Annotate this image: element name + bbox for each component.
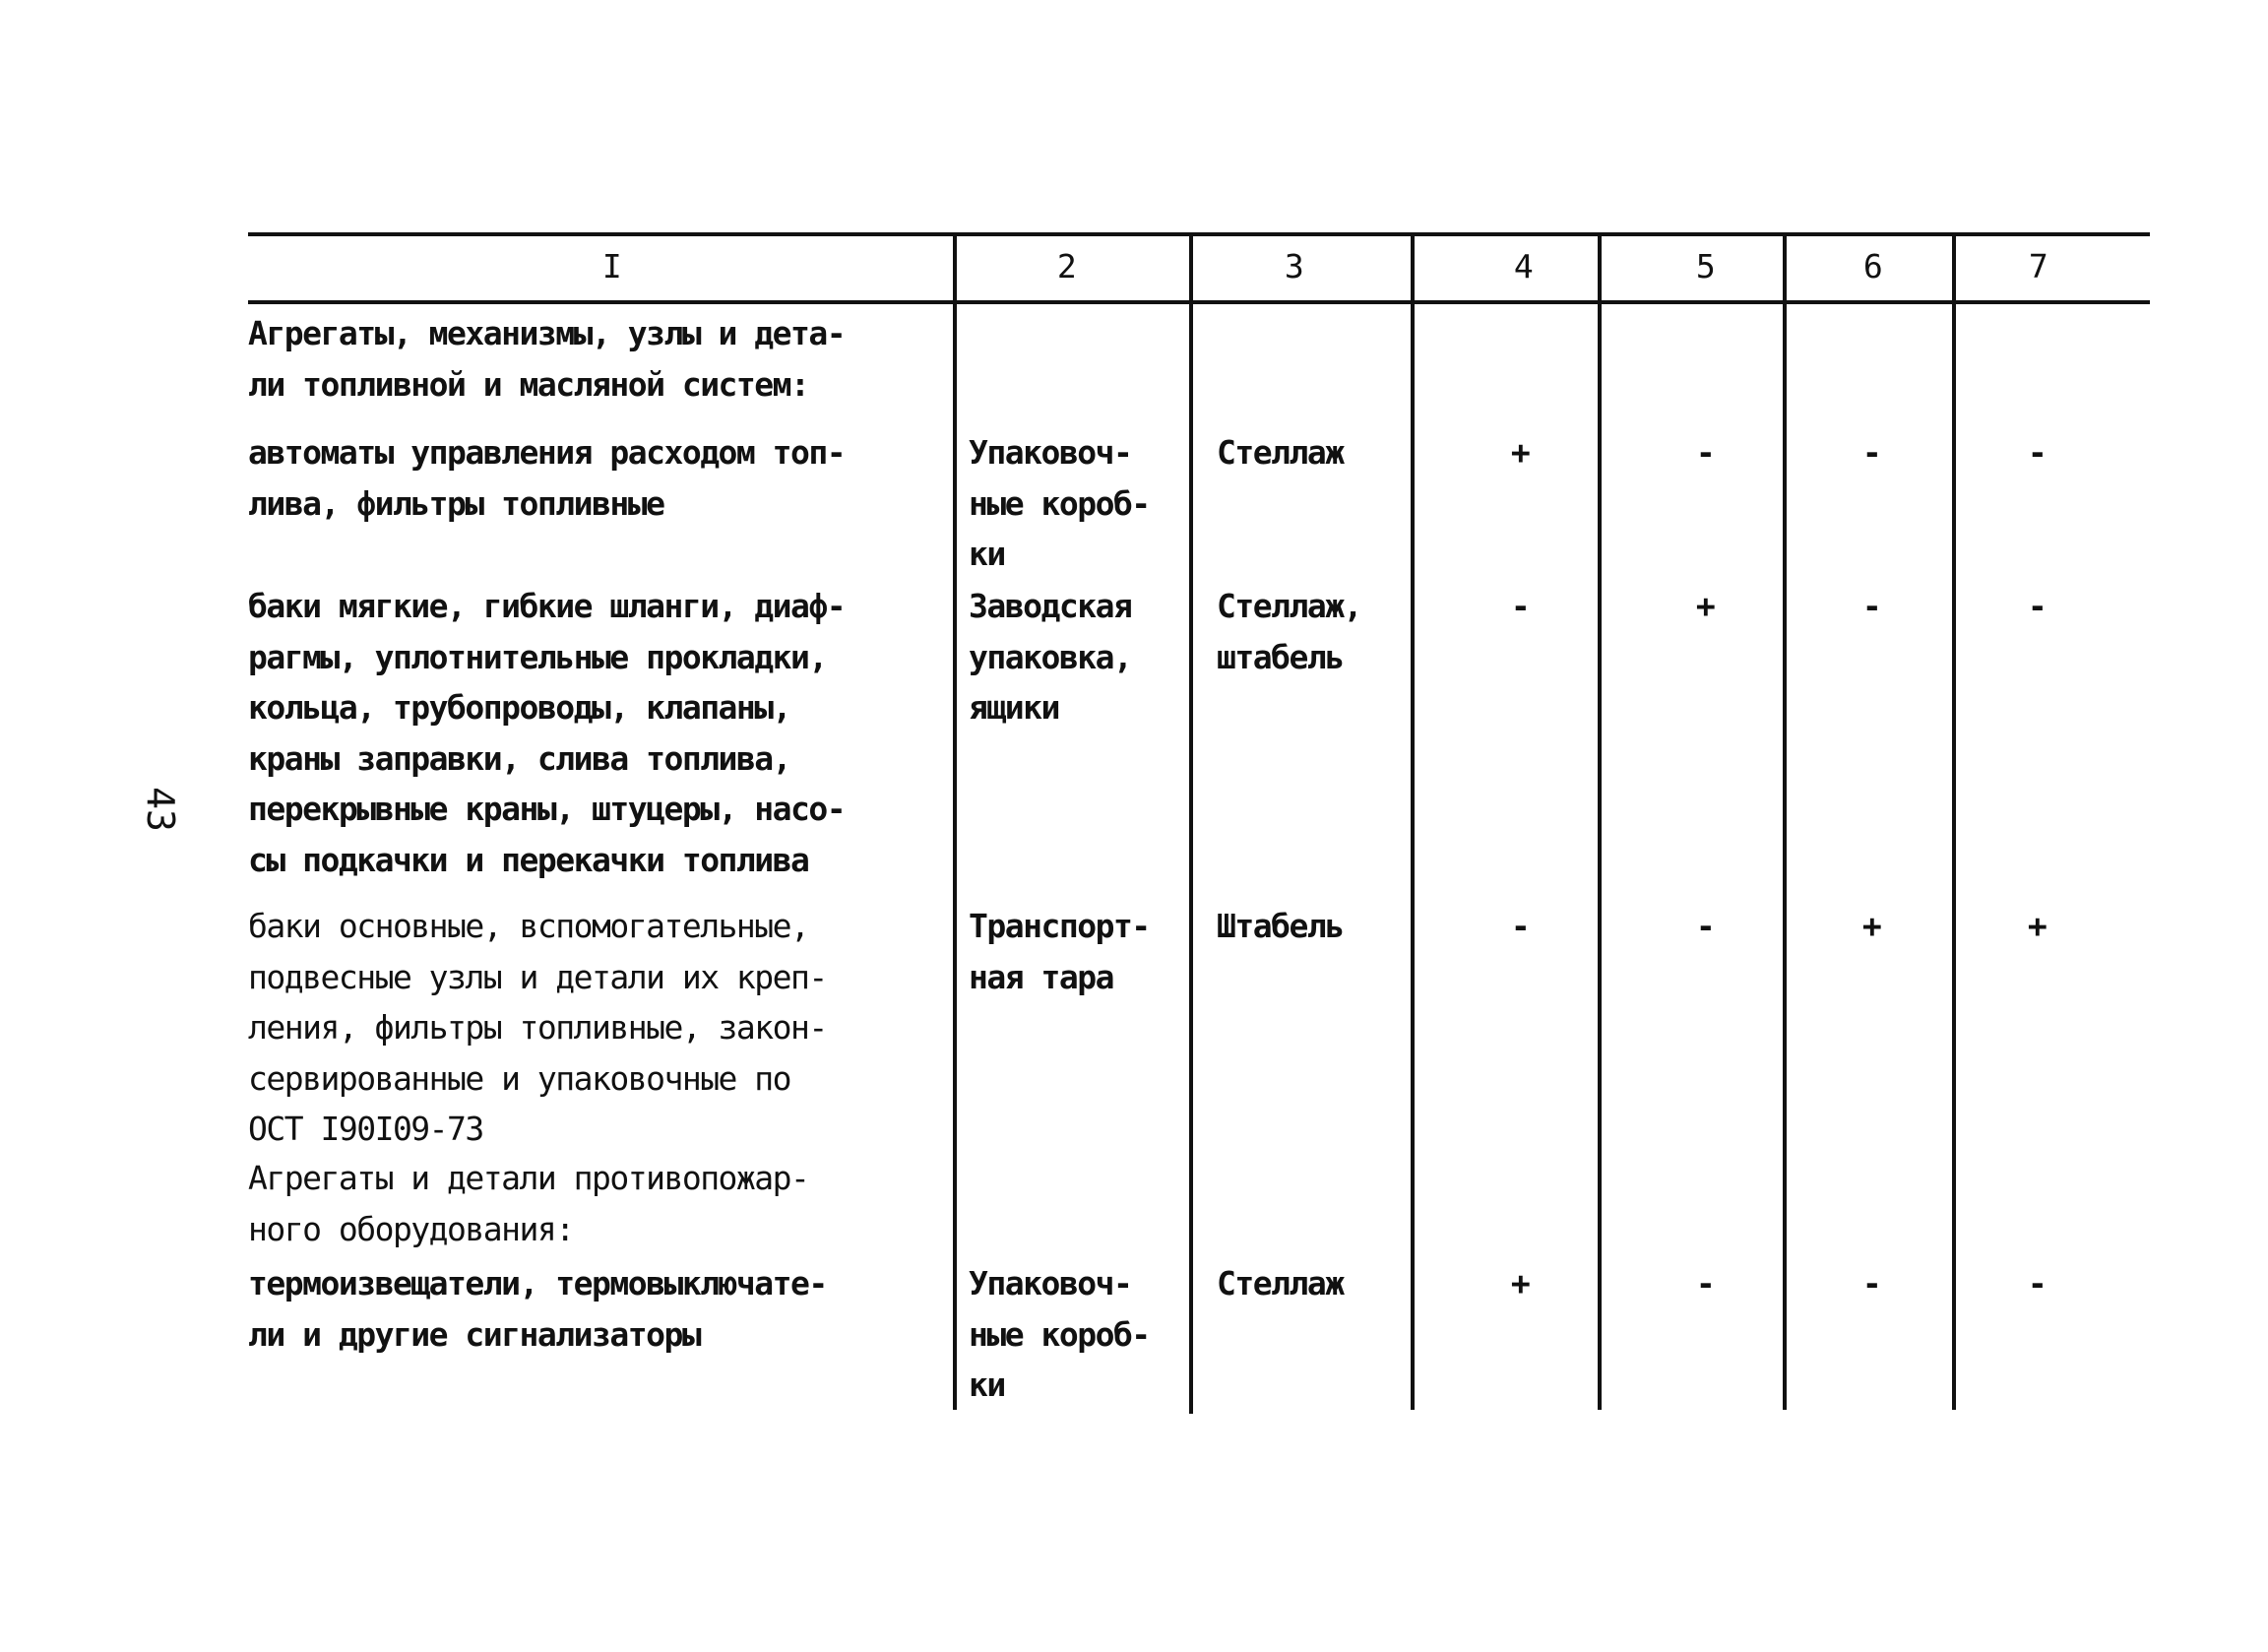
packaging-type: Упаковоч- <box>969 433 1132 472</box>
item-description: ли и другие сигнализаторы <box>248 1314 701 1354</box>
item-description: кольца, трубопроводы, клапаны, <box>248 688 791 727</box>
header-bottom-rule <box>248 300 2150 304</box>
storage-method: Стеллаж <box>1217 1264 1344 1303</box>
condition-mark: - <box>2027 587 2047 625</box>
packaging-type: ная тара <box>969 957 1113 996</box>
storage-method: Штабель <box>1217 907 1344 945</box>
table-top-rule <box>248 232 2150 236</box>
column-header-4: 4 <box>1513 247 1533 286</box>
column-header-5: 5 <box>1695 247 1715 286</box>
packaging-type: Заводская <box>969 587 1132 625</box>
storage-method: Стеллаж <box>1217 433 1344 472</box>
condition-mark: - <box>1695 1264 1715 1303</box>
page-number: 43 <box>138 787 182 832</box>
packaging-type: ные короб- <box>969 483 1150 523</box>
condition-mark: - <box>1510 907 1530 945</box>
condition-mark: - <box>2027 433 2047 472</box>
item-description: Агрегаты, механизмы, узлы и дета- <box>248 314 846 352</box>
packaging-type: Транспорт- <box>969 907 1150 945</box>
packaging-type: ки <box>969 1366 1005 1404</box>
item-description: баки мягкие, гибкие шланги, диаф- <box>248 587 846 625</box>
column-header-6: 6 <box>1862 247 1882 286</box>
item-description: Агрегаты и детали противопожар- <box>248 1159 809 1197</box>
packaging-type: ки <box>969 535 1005 573</box>
packaging-type: упаковка, <box>969 637 1132 676</box>
column-divider <box>1411 232 1415 1410</box>
condition-mark: - <box>1695 907 1715 945</box>
item-description: рагмы, уплотнительные прокладки, <box>248 637 827 676</box>
condition-mark: - <box>1861 433 1881 472</box>
column-header-3: 3 <box>1284 247 1303 286</box>
item-description: лива, фильтры топливные <box>248 483 664 523</box>
item-description: ления, фильтры топливные, закон- <box>248 1008 827 1047</box>
column-header-7: 7 <box>2028 247 2048 286</box>
storage-method: штабель <box>1217 637 1344 676</box>
column-divider <box>1783 232 1787 1410</box>
packaging-type: ящики <box>969 688 1059 727</box>
condition-mark: + <box>1510 1264 1530 1303</box>
item-description: сы подкачки и перекачки топлива <box>248 840 809 879</box>
condition-mark: - <box>1861 587 1881 625</box>
item-description: ОСТ I90I09-73 <box>248 1110 483 1148</box>
item-description: сервированные и упаковочные по <box>248 1058 791 1098</box>
column-header-2: 2 <box>1056 247 1076 286</box>
condition-mark: + <box>1510 433 1530 472</box>
condition-mark: - <box>2027 1264 2047 1303</box>
condition-mark: - <box>1695 433 1715 472</box>
condition-mark: + <box>2027 907 2047 945</box>
column-divider <box>1952 232 1956 1410</box>
packaging-type: ные короб- <box>969 1314 1150 1354</box>
item-description: ного оборудования: <box>248 1209 574 1248</box>
condition-mark: + <box>1861 907 1881 945</box>
condition-mark: - <box>1510 587 1530 625</box>
item-description: ли топливной и масляной систем: <box>248 364 809 404</box>
item-description: автоматы управления расходом топ- <box>248 433 846 472</box>
column-divider <box>1189 232 1193 1414</box>
condition-mark: - <box>1861 1264 1881 1303</box>
packaging-type: Упаковоч- <box>969 1264 1132 1303</box>
item-description: перекрывные краны, штуцеры, насо- <box>248 790 846 828</box>
condition-mark: + <box>1695 587 1715 625</box>
column-divider <box>1598 232 1602 1410</box>
item-description: подвесные узлы и детали их креп- <box>248 957 827 996</box>
item-description: баки основные, вспомогательные, <box>248 907 809 945</box>
storage-method: Стеллаж, <box>1217 587 1361 625</box>
column-divider <box>953 232 957 1410</box>
item-description: термоизвещатели, термовыключате- <box>248 1264 827 1303</box>
column-header-1: I <box>601 247 621 286</box>
item-description: краны заправки, слива топлива, <box>248 738 791 778</box>
